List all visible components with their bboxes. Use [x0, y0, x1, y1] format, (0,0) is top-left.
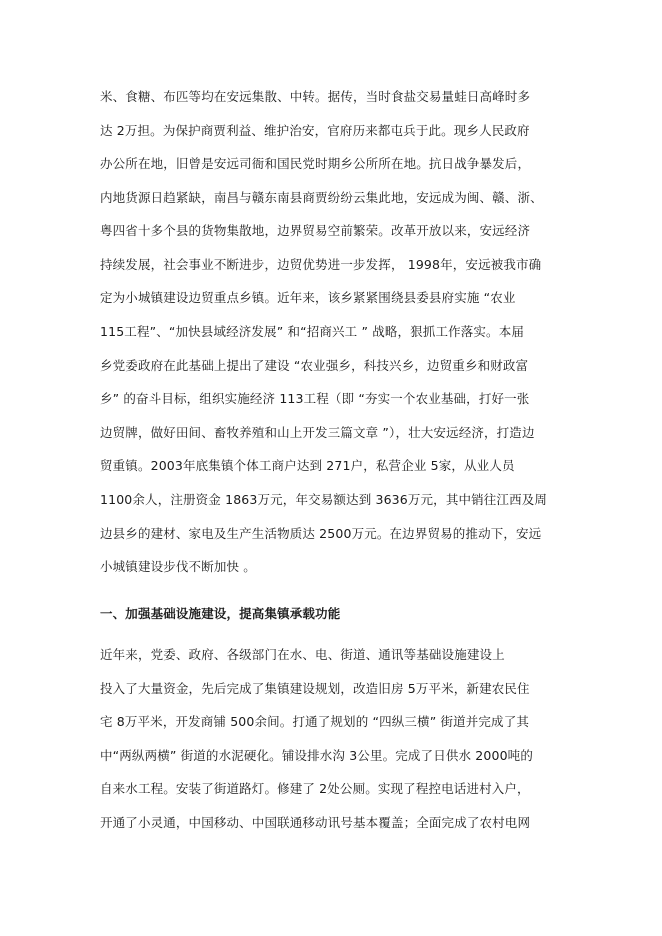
- paragraph-line: 贸重镇。2003年底集镇个体工商户达到 271户，私营企业 5家，从业人员: [100, 458, 515, 473]
- paragraph-line: 近年来，党委、政府、各级部门在水、电、街道、通讯等基础设施建设上: [100, 647, 505, 662]
- paragraph-line: 内地货源日趋紧缺，南昌与赣东南县商贾纷纷云集此地，安远成为闽、赣、浙、: [100, 190, 543, 205]
- paragraph-line: 小城镇建设步伐不断加快 。: [100, 559, 256, 574]
- paragraph-line: 115工程”、“加快县域经济发展” 和“招商兴工 ” 战略，狠抓工作落实。本届: [100, 324, 525, 339]
- paragraph-line: 定为小城镇建设边贸重点乡镇。近年来，该乡紧紧围绕县委县府实施 “农业: [100, 290, 516, 305]
- paragraph-line: 边县乡的建材、家电及生产生活物质达 2500万元。在边界贸易的推动下，安远: [100, 526, 542, 541]
- paragraph-line: 持续发展，社会事业不断进步，边贸优势进一步发挥， 1998年，安远被我市确: [100, 257, 542, 272]
- paragraph-line: 达 2万担。为保护商贾利益、维护治安，官府历来都屯兵于此。现乡人民政府: [100, 123, 530, 138]
- paragraph-line: 乡党委政府在此基础上提出了建设 “农业强乡，科技兴乡，边贸重乡和财政富: [100, 358, 529, 373]
- paragraph-line: 中“两纵两横” 街道的水泥硬化。铺设排水沟 3公里。完成了日供水 2000吨的: [100, 748, 533, 763]
- paragraph-line: 边贸牌，做好田间、畜牧养殖和山上开发三篇文章 ”），壮大安远经济，打造边: [100, 425, 535, 440]
- paragraph-line: 开通了小灵通，中国移动、中国联通移动讯号基本覆盖；全面完成了农村电网: [100, 815, 531, 830]
- paragraph-line: 投入了大量资金，先后完成了集镇建设规划，改造旧房 5万平米，新建农民住: [100, 681, 530, 696]
- paragraph-line: 自来水工程。安装了街道路灯。修建了 2处公厕。实现了程控电话进村入户，: [100, 781, 530, 796]
- paragraph-line: 办公所在地，旧曾是安远司衙和国民党时期乡公所所在地。抗日战争暴发后，: [100, 156, 531, 171]
- paragraph-line: 粤四省十多个县的货物集散地，边界贸易空前繁荣。改革开放以来，安远经济: [100, 223, 531, 238]
- paragraph-line: 米、食糖、布匹等均在安远集散、中转。据传，当时食盐交易量蛙日高峰时多: [100, 89, 531, 104]
- paragraph-line: 宅 8万平米，开发商铺 500余间。打通了规划的 “四纵三横” 街道并完成了其: [100, 714, 530, 729]
- paragraph-line: 1100余人，注册资金 1863万元，年交易额达到 3636万元，其中销往江西及周: [100, 492, 548, 507]
- paragraph-line: 乡” 的奋斗目标，组织实施经济 113工程（即 “夯实一个农业基础，打好一张: [100, 391, 530, 406]
- section-heading: 一、加强基础设施建设，提高集镇承载功能: [100, 606, 341, 621]
